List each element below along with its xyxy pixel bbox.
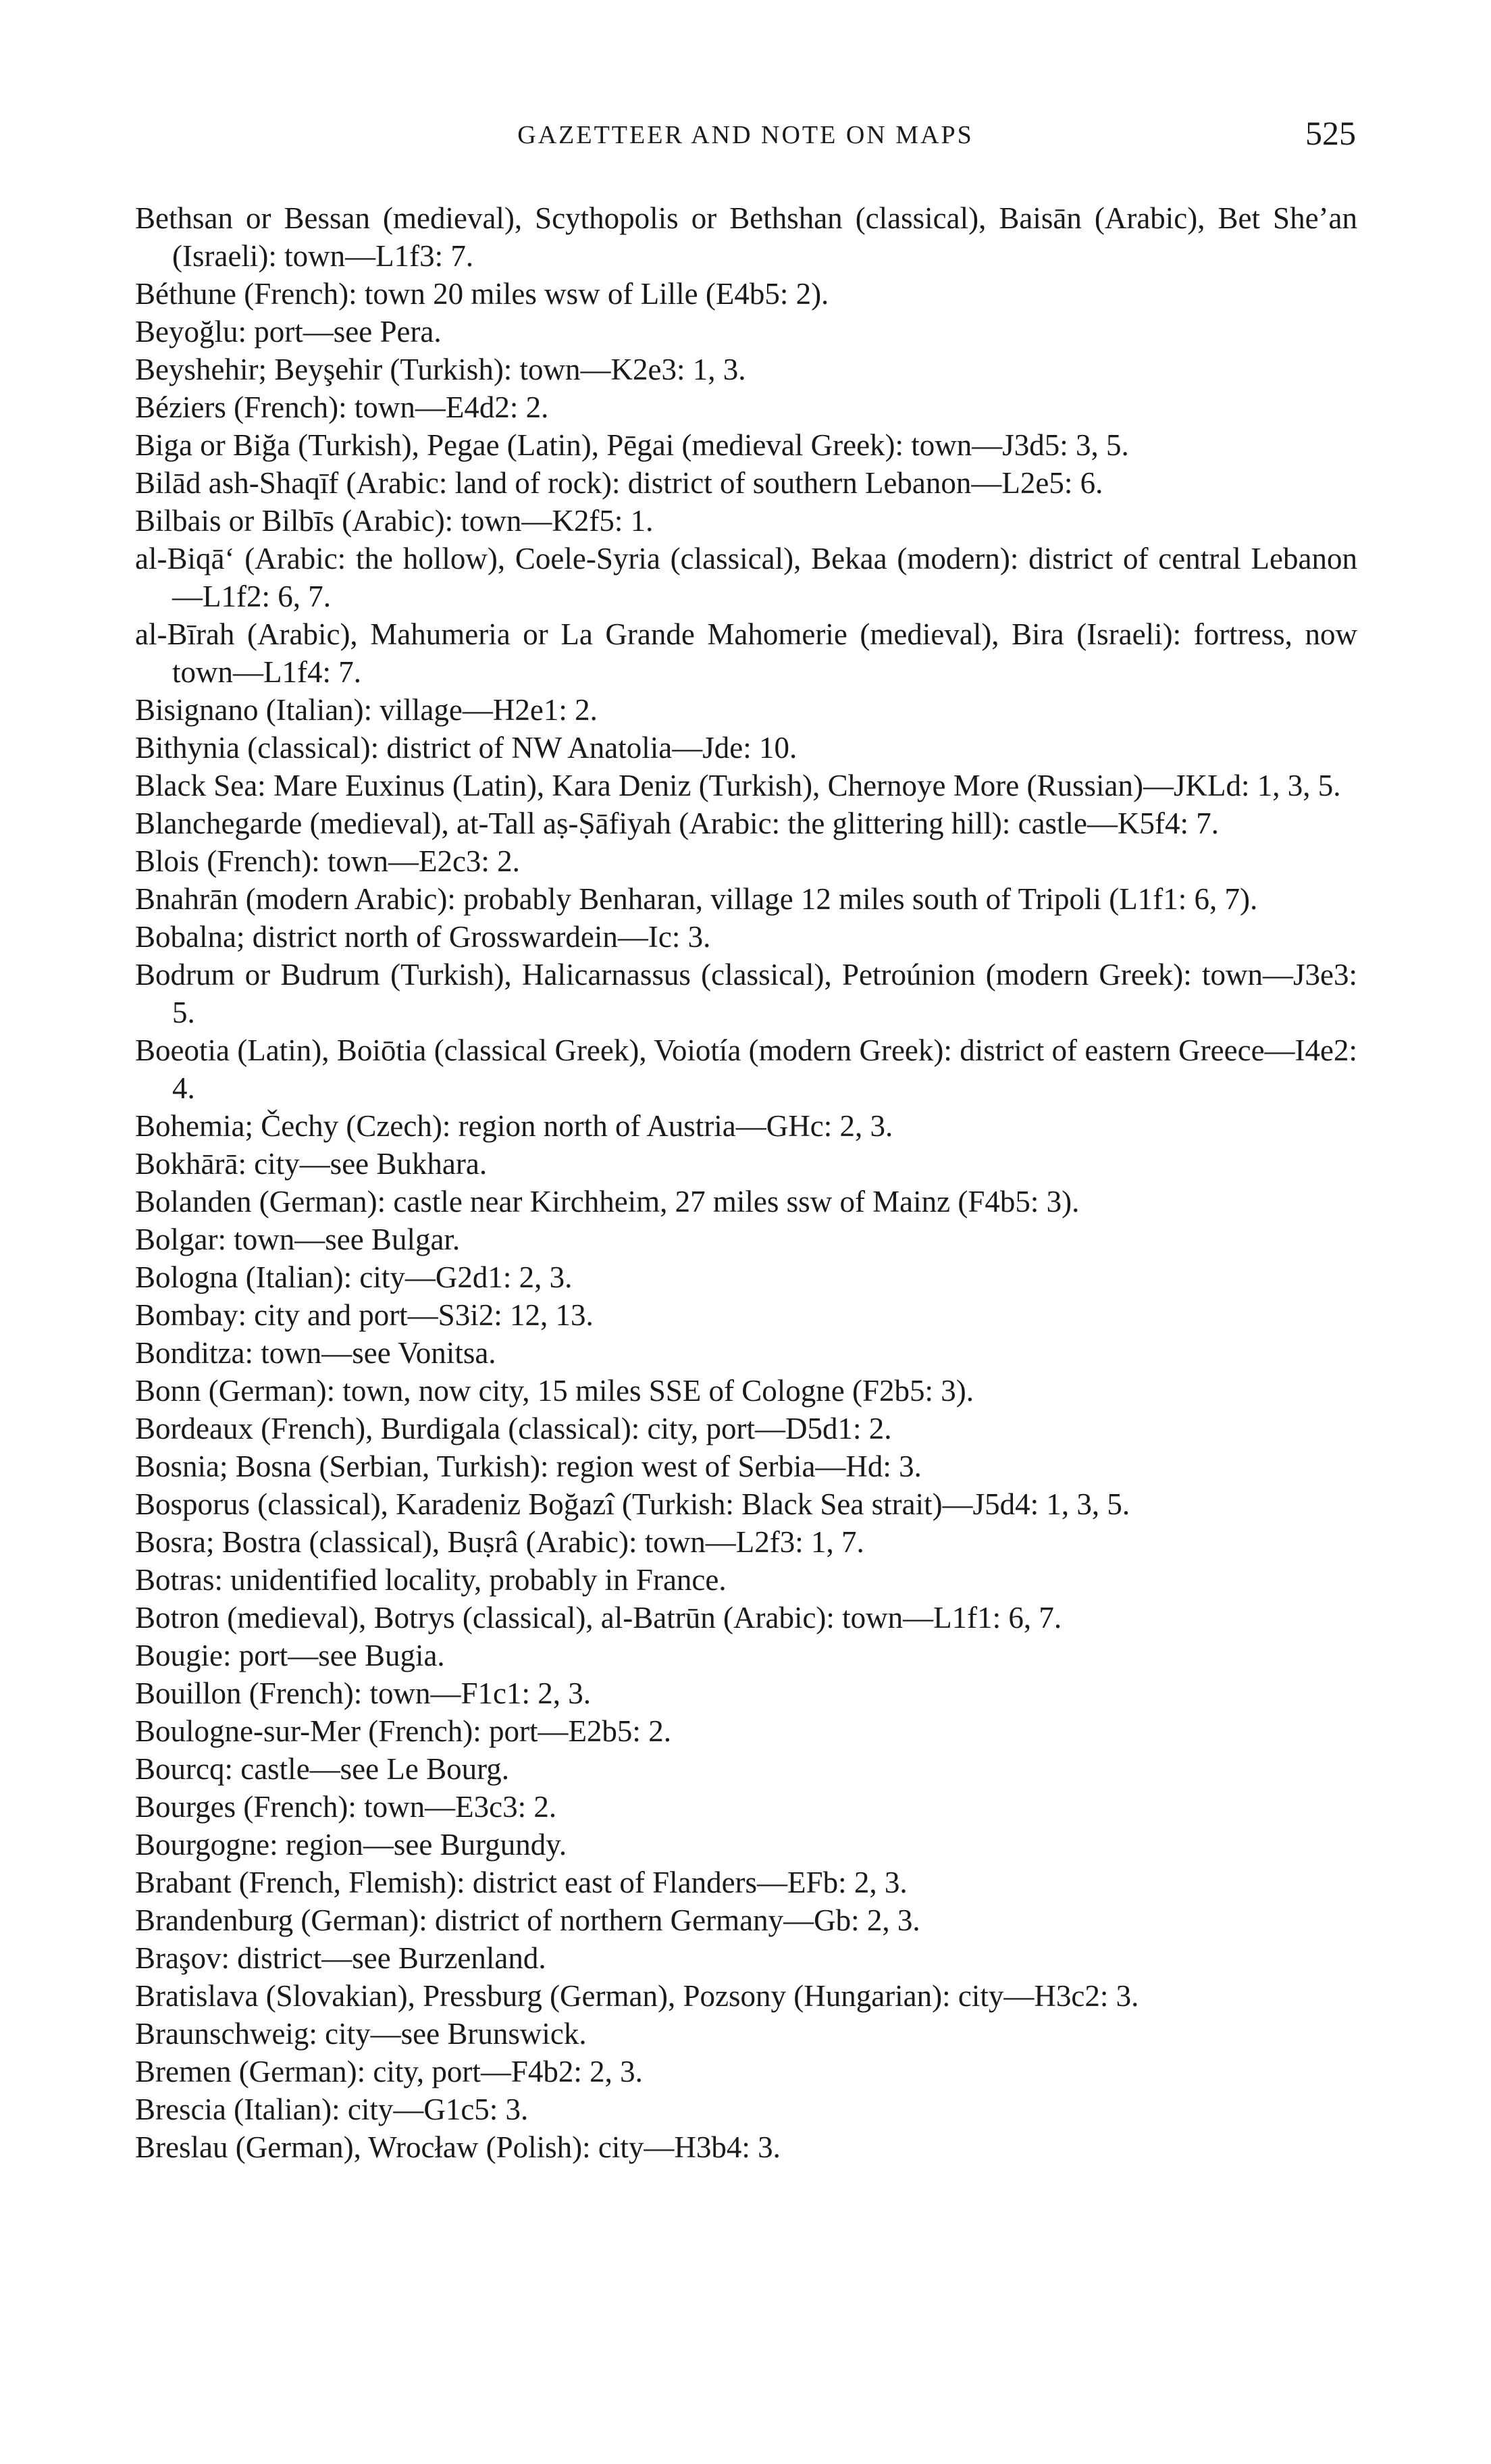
gazetteer-entry: Breslau (German), Wrocław (Polish): city—H3b4: 3.	[135, 2130, 781, 2164]
gazetteer-entry: Bordeaux (French), Burdigala (classical): city, port—D5d1: 2.	[135, 1412, 892, 1445]
gazetteer-entry: Bosnia; Bosna (Serbian, Turkish): region west of Serbia—Hd: 3.	[135, 1449, 922, 1483]
gazetteer-entry: al-Biqā‘ (Arabic: the hollow), Coele-Syria (classical), Bekaa (modern): district of central Lebanon—L1f2: 6, 7.	[135, 542, 1357, 613]
gazetteer-entry: Bolgar: town—see Bulgar.	[135, 1223, 461, 1256]
gazetteer-entry: Béziers (French): town—E4d2: 2.	[135, 390, 549, 424]
gazetteer-entry: Bologna (Italian): city—G2d1: 2, 3.	[135, 1260, 573, 1294]
gazetteer-entry: Bougie: port—see Bugia.	[135, 1639, 445, 1672]
gazetteer-entry: Braşov: district—see Burzenland.	[135, 1941, 546, 1975]
gazetteer-entry: Blanchegarde (medieval), at-Tall aṣ-Ṣāfiyah (Arabic: the glittering hill): castle—K5f4: 7.	[135, 806, 1220, 840]
gazetteer-entry: Bokhārā: city—see Bukhara.	[135, 1147, 488, 1181]
gazetteer-entry: Bisignano (Italian): village—H2e1: 2.	[135, 693, 598, 727]
gazetteer-entry: Bethsan or Bessan (medieval), Scythopolis or Bethshan (classical), Baisān (Arabic), Bet She’an (Israeli): town—L1f3: 7.	[135, 201, 1357, 273]
gazetteer-entries	[135, 199, 1357, 2166]
gazetteer-entry: Blois (French): town—E2c3: 2.	[135, 844, 520, 878]
gazetteer-entry: Bohemia; Čechy (Czech): region north of Austria—GHc: 2, 3.	[135, 1109, 893, 1143]
gazetteer-entry: Botron (medieval), Botrys (classical), al-Batrūn (Arabic): town—L1f1: 6, 7.	[135, 1601, 1062, 1635]
gazetteer-entry: Bilād ash-Shaqīf (Arabic: land of rock): district of southern Lebanon—L2e5: 6.	[135, 466, 1103, 500]
gazetteer-entry: Bremen (German): city, port—F4b2: 2, 3.	[135, 2055, 643, 2088]
gazetteer-entry: al-Bīrah (Arabic), Mahumeria or La Grande Mahomerie (medieval), Bira (Israeli): fortress, now town—L1f4: 7.	[135, 617, 1357, 689]
gazetteer-entry: Brandenburg (German): district of northern Germany—Gb: 2, 3.	[135, 1903, 920, 1937]
gazetteer-entry: Bonditza: town—see Vonitsa.	[135, 1336, 496, 1370]
gazetteer-entry: Brescia (Italian): city—G1c5: 3.	[135, 2093, 529, 2126]
gazetteer-entry: Bosra; Bostra (classical), Buṣrâ (Arabic): town—L2f3: 1, 7.	[135, 1525, 864, 1559]
running-head: GAZETTEER AND NOTE ON MAPS	[517, 121, 974, 149]
gazetteer-entry: Bnahrān (modern Arabic): probably Benharan, village 12 miles south of Tripoli (L1f1: 6, 7).	[135, 882, 1258, 916]
gazetteer-entry: Bolanden (German): castle near Kirchheim, 27 miles ssw of Mainz (F4b5: 3).	[135, 1185, 1080, 1218]
gazetteer-entry: Boeotia (Latin), Boiōtia (classical Greek), Voiotía (modern Greek): district of eastern Greece—I4e2: 4.	[135, 1033, 1357, 1105]
gazetteer-entry: Botras: unidentified locality, probably in France.	[135, 1563, 727, 1597]
gazetteer-entry: Bobalna; district north of Grosswardein—Ic: 3.	[135, 920, 711, 954]
gazetteer-entry: Biga or Biğa (Turkish), Pegae (Latin), Pēgai (medieval Greek): town—J3d5: 3, 5.	[135, 428, 1129, 462]
gazetteer-entry: Beyoğlu: port—see Pera.	[135, 315, 442, 349]
gazetteer-entry: Bourcq: castle—see Le Bourg.	[135, 1752, 510, 1786]
gazetteer-entry: Bratislava (Slovakian), Pressburg (German), Pozsony (Hungarian): city—H3c2: 3.	[135, 1979, 1139, 2013]
gazetteer-entry: Boulogne-sur-Mer (French): port—E2b5: 2.	[135, 1714, 671, 1748]
page-number: 525	[1305, 114, 1356, 152]
gazetteer-entry: Black Sea: Mare Euxinus (Latin), Kara Deniz (Turkish), Chernoye More (Russian)—JKLd: 1, 3, 5.	[135, 769, 1341, 802]
gazetteer-entry: Braunschweig: city—see Brunswick.	[135, 2017, 587, 2051]
gazetteer-entry: Bithynia (classical): district of NW Anatolia—Jde: 10.	[135, 731, 797, 765]
gazetteer-entry: Bonn (German): town, now city, 15 miles SSE of Cologne (F2b5: 3).	[135, 1374, 974, 1408]
gazetteer-entry: Bourgogne: region—see Burgundy.	[135, 1828, 567, 1862]
gazetteer-entry: Bilbais or Bilbīs (Arabic): town—K2f5: 1.	[135, 504, 654, 538]
gazetteer-entry: Bouillon (French): town—F1c1: 2, 3.	[135, 1676, 591, 1710]
gazetteer-entry: Bodrum or Budrum (Turkish), Halicarnassus (classical), Petroúnion (modern Greek): town—J3e3: 5.	[135, 958, 1357, 1029]
page-header	[135, 113, 1356, 168]
gazetteer-entry: Bombay: city and port—S3i2: 12, 13.	[135, 1298, 594, 1332]
gazetteer-entry: Béthune (French): town 20 miles wsw of Lille (E4b5: 2).	[135, 277, 829, 311]
gazetteer-entry: Bourges (French): town—E3c3: 2.	[135, 1790, 557, 1824]
gazetteer-entry: Bosporus (classical), Karadeniz Boğazî (Turkish: Black Sea strait)—J5d4: 1, 3, 5.	[135, 1487, 1130, 1521]
gazetteer-entry: Beyshehir; Beyşehir (Turkish): town—K2e3: 1, 3.	[135, 353, 746, 386]
gazetteer-entry: Brabant (French, Flemish): district east of Flanders—EFb: 2, 3.	[135, 1866, 908, 1899]
